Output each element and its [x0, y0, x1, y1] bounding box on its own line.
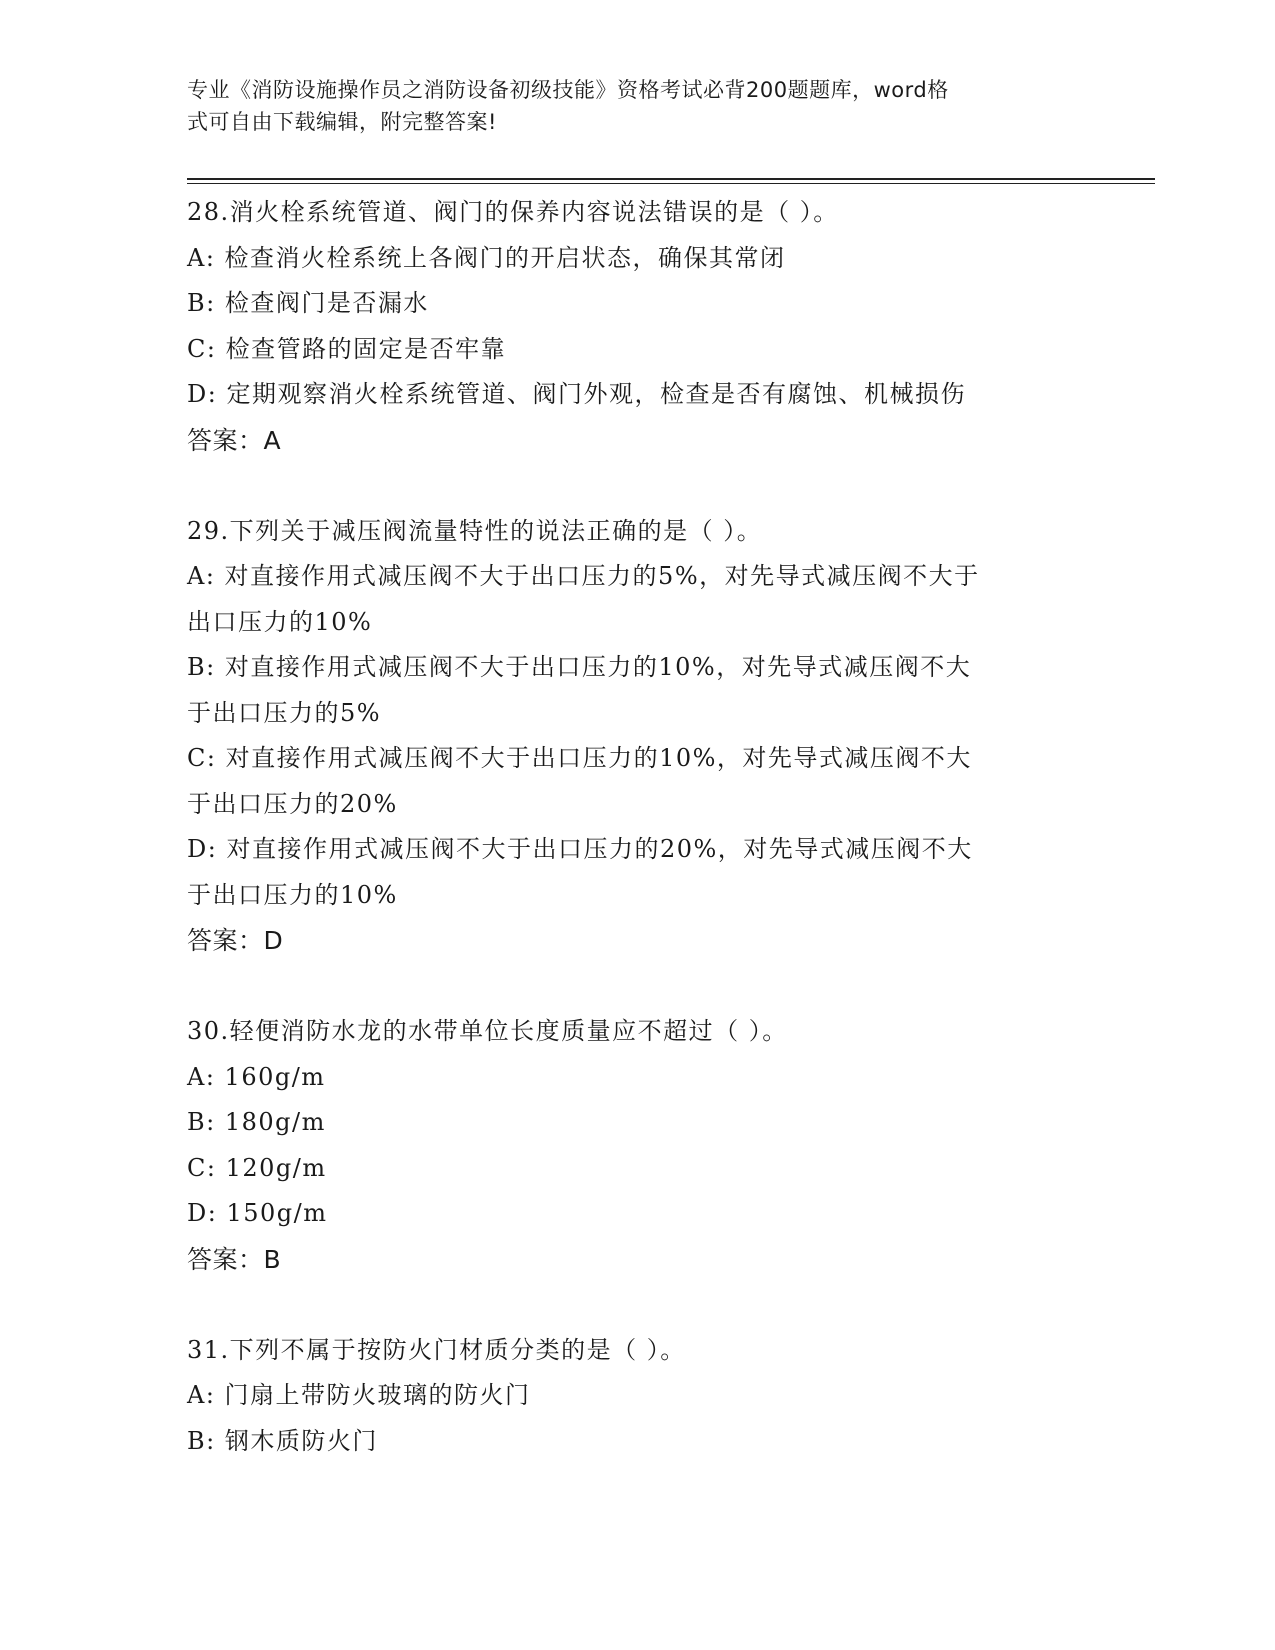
- answer-text: 答案：A: [187, 425, 282, 455]
- option-b-continued: 于出口压力的5%: [187, 698, 382, 727]
- header-line-1: 专业《消防设施操作员之消防设备初级技能》资格考试必背200题题库，word格: [187, 78, 949, 102]
- header-line-2: 式可自由下载编辑，附完整答案!: [187, 110, 497, 134]
- question-spacer: [187, 1282, 1087, 1328]
- question-31: [187, 1328, 1087, 1465]
- question-28: [187, 190, 1087, 463]
- question-spacer: [187, 463, 1087, 509]
- option-a: A: 检查消火栓系统上各阀门的开启状态，确保其常闭: [187, 243, 786, 272]
- question-spacer: [187, 964, 1087, 1010]
- option-c: C: 120g/m: [187, 1153, 327, 1182]
- option-b: B: 检查阀门是否漏水: [187, 289, 429, 317]
- question-29: [187, 509, 1087, 964]
- option-a: A: 160g/m: [187, 1062, 326, 1091]
- option-d: D: 150g/m: [187, 1199, 328, 1227]
- option-b: B: 180g/m: [187, 1108, 326, 1136]
- option-a-continued: 出口压力的10%: [187, 607, 373, 636]
- question-stem: 29.下列关于减压阀流量特性的说法正确的是（ ）。: [187, 516, 763, 545]
- option-d-continued: 于出口压力的10%: [187, 880, 398, 909]
- document-header: [187, 74, 1067, 138]
- option-d: D: 定期观察消火栓系统管道、阀门外观，检查是否有腐蚀、机械损伤: [187, 380, 966, 408]
- option-b: B: 对直接作用式减压阀不大于出口压力的10%，对先导式减压阀不大: [187, 653, 972, 681]
- option-c: C: 对直接作用式减压阀不大于出口压力的10%，对先导式减压阀不大: [187, 744, 972, 772]
- question-list: [187, 190, 1087, 1464]
- answer-text: 答案：D: [187, 926, 284, 955]
- option-c: C: 检查管路的固定是否牢靠: [187, 334, 507, 363]
- question-30: [187, 1009, 1087, 1282]
- option-c-continued: 于出口压力的20%: [187, 789, 398, 818]
- answer-text: 答案：B: [187, 1244, 282, 1274]
- question-stem: 30.轻便消防水龙的水带单位长度质量应不超过（ ）。: [187, 1017, 788, 1045]
- option-b: B: 钢木质防火门: [187, 1426, 378, 1455]
- option-d: D: 对直接作用式减压阀不大于出口压力的20%，对先导式减压阀不大: [187, 835, 973, 863]
- option-a: A: 门扇上带防火玻璃的防火门: [187, 1381, 531, 1409]
- question-stem: 31.下列不属于按防火门材质分类的是（ ）。: [187, 1335, 686, 1364]
- question-stem: 28.消火栓系统管道、阀门的保养内容说法错误的是（ ）。: [187, 198, 839, 226]
- header-divider-thick: [187, 178, 1155, 180]
- header-divider-thin: [187, 183, 1155, 184]
- option-a: A: 对直接作用式减压阀不大于出口压力的5%，对先导式减压阀不大于: [187, 562, 980, 590]
